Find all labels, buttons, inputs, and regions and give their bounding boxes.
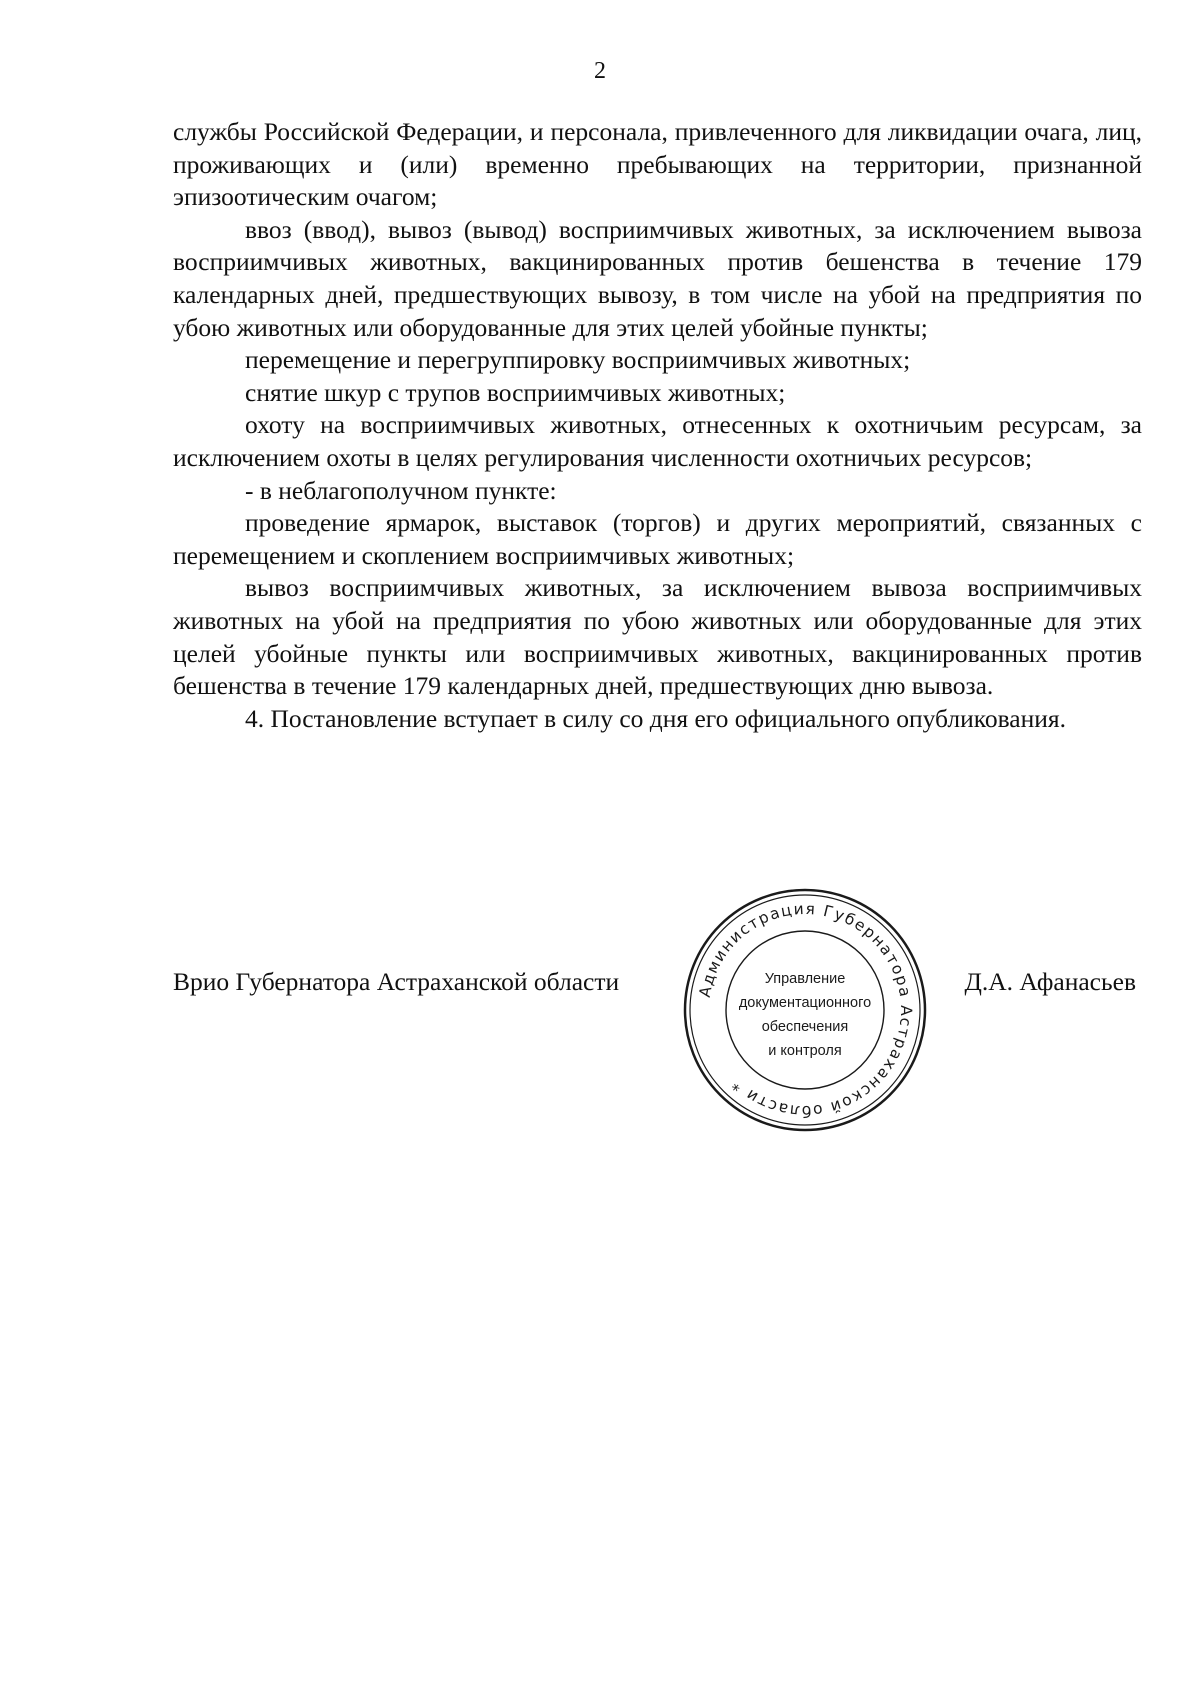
signatory-position: Врио Губернатора Астраханской области	[173, 967, 620, 996]
seal-center-line: Управление	[764, 971, 846, 987]
signatory-name: Д.А. Афанасьев	[964, 967, 1136, 996]
signature-block	[173, 962, 1142, 1002]
paragraph: перемещение и перегруппировку восприимчивых животных;	[245, 345, 911, 375]
paragraph: 4. Постановление вступает в силу со дня его официального опубликования.	[245, 703, 1066, 733]
paragraph: проведение ярмарок, выставок (торгов) и других мероприятий, связанных с перемещением и скоплением восприимчивых животных;	[173, 508, 1142, 570]
paragraph: вывоз восприимчивых животных, за исключением вывоза восприимчивых животных на убой на предприятия по убою животных или оборудованные для этих целей убойные пункты или восприимчивых животных, вакцинированных против бешенства в течение 179 календарных дней, предшествующих дню вывоза.	[173, 573, 1142, 701]
seal-center-line: обеспечения	[761, 1019, 849, 1035]
seal-ring-text: Администрация Губернатора Астраханской области *	[695, 899, 916, 1121]
official-seal-stamp	[681, 886, 929, 1134]
seal-center-line: и контроля	[768, 1043, 842, 1059]
paragraph: службы Российской Федерации, и персонала, привлеченного для ликвидации очага, лиц, проживающих и (или) временно пребывающих на территории, признанной эпизоотическим очагом;	[173, 117, 1142, 212]
page-number: 2	[594, 58, 606, 84]
paragraph: ввоз (ввод), вывоз (вывод) восприимчивых животных, за исключением вывоза восприимчивых животных, вакцинированных против бешенства в течение 179 календарных дней, предшествующих вывозу, в том числе на убой на предприятия по убою животных или оборудованные для этих целей убойные пункты;	[173, 214, 1142, 342]
document-body	[173, 116, 1142, 735]
paragraph: снятие шкур с трупов восприимчивых животных;	[245, 377, 786, 407]
paragraph: охоту на восприимчивых животных, отнесенных к охотничьим ресурсам, за исключением охоты в целях регулирования численности охотничьих ресурсов;	[173, 410, 1142, 472]
paragraph: - в неблагополучном пункте:	[245, 475, 557, 505]
seal-center-line: документационного	[738, 995, 872, 1011]
